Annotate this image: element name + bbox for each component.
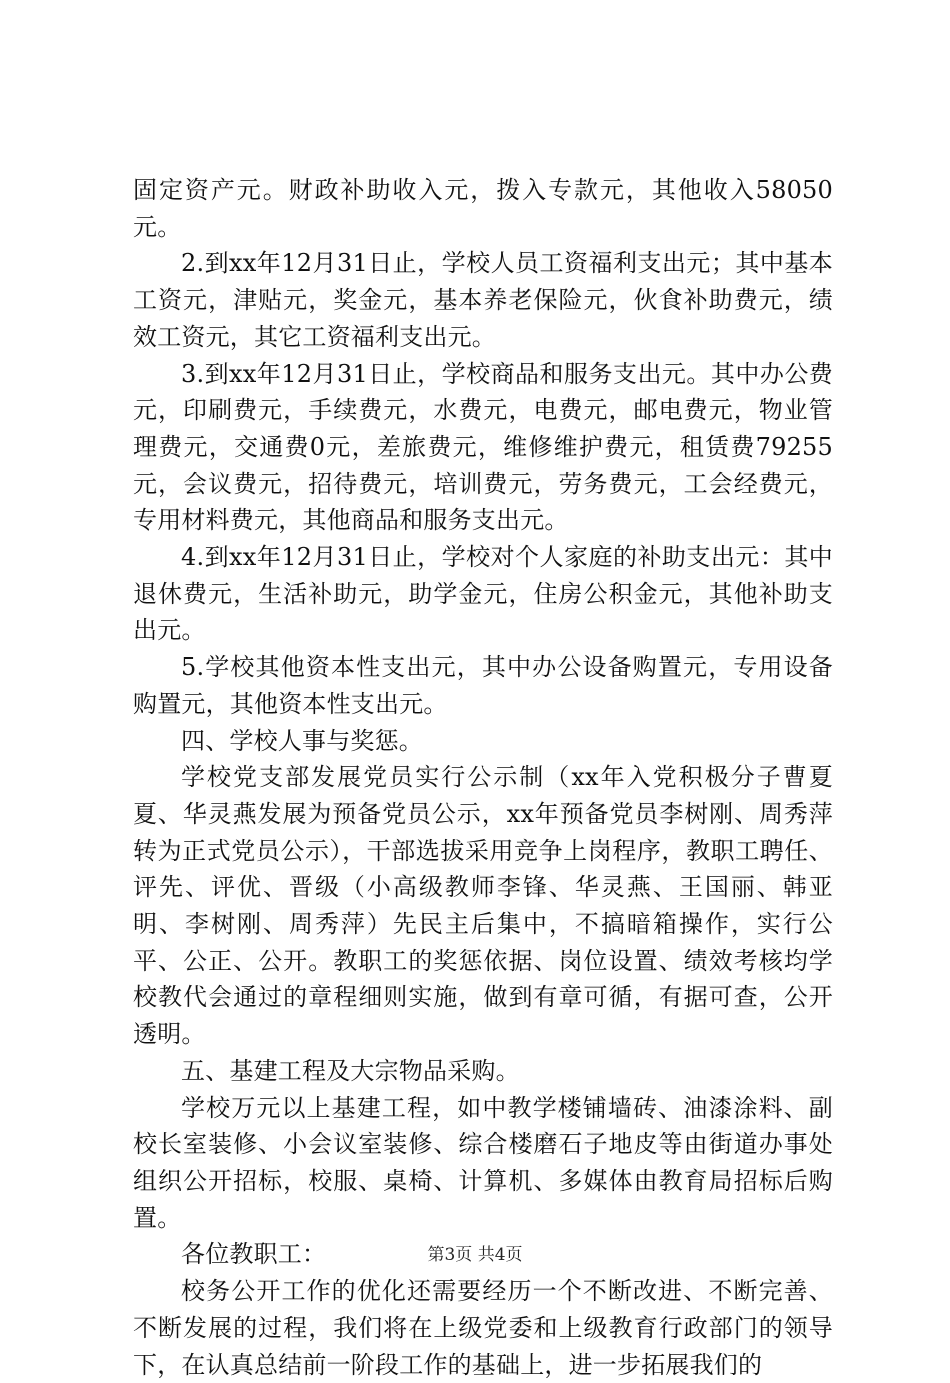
paragraph-capital-expenditure: 5.学校其他资本性支出元，其中办公设备购置元，专用设备购置元，其他资本性支出元。 xyxy=(133,653,833,718)
document-body xyxy=(133,172,833,1383)
section-heading-personnel: 四、学校人事与奖惩。 xyxy=(181,726,423,755)
paragraph-personnel-details: 学校党支部发展党员实行公示制（xx年入党积极分子曹夏夏、华灵燕发展为预备党员公示，xx年预备党员李树刚、周秀萍转为正式党员公示），干部选拔采用竞争上岗程序，教职工聘任、评先、评优、晋级（小高级教师李锋、华灵燕、王国丽、韩亚明、李树刚、周秀萍）先民主后集中，不搞暗箱操作，实行公平、公正、公开。教职工的奖惩依据、岗位设置、绩效考核均学校教代会通过的章程细则实施，做到有章可循，有据可查，公开透明。 xyxy=(133,763,833,1049)
paragraph-construction-details: 学校万元以上基建工程，如中教学楼铺墙砖、油漆涂料、副校长室装修、小会议室装修、综合楼磨石子地皮等由街道办事处组织公开招标，校服、桌椅、计算机、多媒体由教育局招标后购置。 xyxy=(133,1093,833,1232)
page-footer: 第3页 共4页 xyxy=(427,1245,523,1265)
paragraph-goods-services-expenditure: 3.到xx年12月31日止，学校商品和服务支出元。其中办公费元，印刷费元，手续费元，水费元，电费元，邮电费元，物业管理费元，交通费0元，差旅费元，维修维护费元，租赁费79255元，会议费元，招待费元，培训费元，劳务费元，工会经费元，专用材料费元，其他商品和服务支出元。 xyxy=(133,359,833,535)
paragraph-fixed-assets: 固定资产元。财政补助收入元，拨入专款元，其他收入58050元。 xyxy=(133,176,833,241)
salutation: 各位教职工： xyxy=(181,1240,327,1269)
paragraph-household-subsidy-expenditure: 4.到xx年12月31日止，学校对个人家庭的补助支出元：其中退休费元，生活补助元，助学金元，住房公积金元，其他补助支出元。 xyxy=(133,543,833,645)
paragraph-staff-wage-expenditure: 2.到xx年12月31日止，学校人员工资福利支出元；其中基本工资元，津贴元，奖金元，基本养老保险元，伙食补助费元，绩效工资元，其它工资福利支出元。 xyxy=(133,249,833,351)
paragraph-closing: 校务公开工作的优化还需要经历一个不断改进、不断完善、不断发展的过程，我们将在上级党委和上级教育行政部门的领导下，在认真总结前一阶段工作的基础上，进一步拓展我们的 xyxy=(133,1277,833,1379)
section-heading-construction: 五、基建工程及大宗物品采购。 xyxy=(181,1056,520,1085)
